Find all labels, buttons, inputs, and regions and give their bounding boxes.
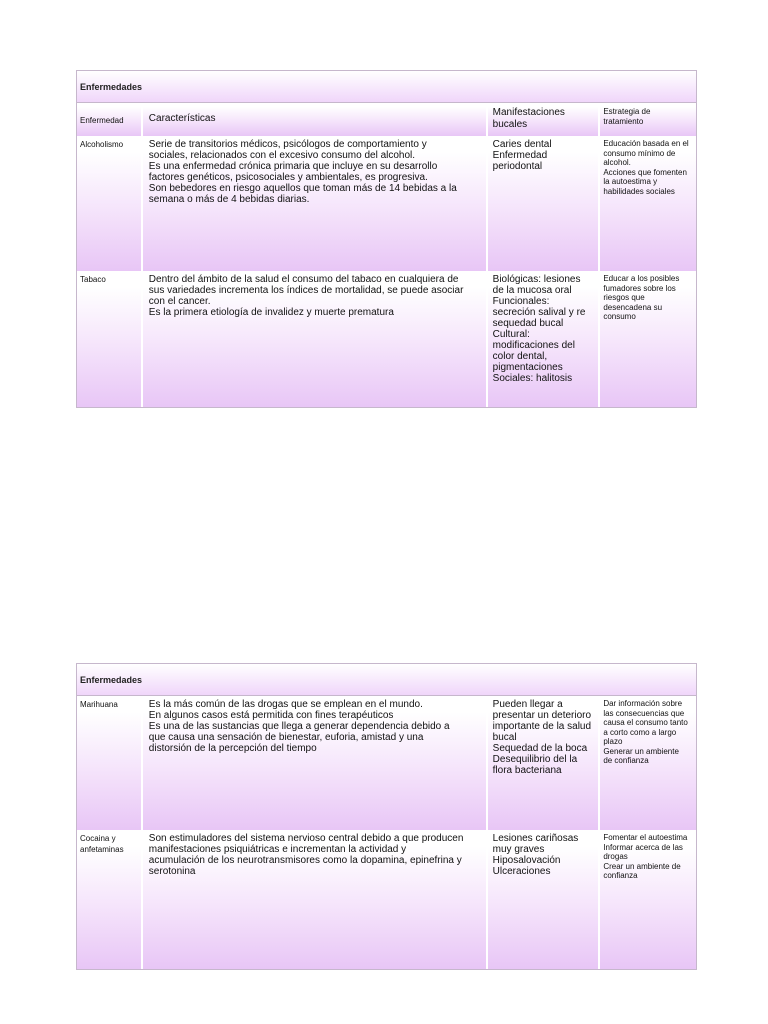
disease-cell: Marihuana [77, 696, 141, 830]
table-row-marihuana [77, 696, 696, 830]
treatment-strategy-cell: Educación basada en el consumo mínimo de alcohol. Acciones que fomenten la autoestima y habilidades sociales [598, 136, 696, 271]
characteristics-cell: Son estimuladores del sistema nervioso central debido a que producen manifestaciones psiquiátricas e incrementan la actividad y acumulación de los neurotransmisores como la dopamina, epinefrina y serotonina [141, 830, 486, 969]
characteristics-cell: Es la más común de las drogas que se emplean en el mundo. En algunos casos está permitida con fines terapéuticos Es una de las sustancias que llega a generar dependencia debido a que causa una sensación de bienestar, euforia, amistad y una distorsión de la percepción del tiempo [141, 696, 486, 830]
characteristics-cell: Serie de transitorios médicos, psicólogos de comportamiento y sociales, relacionados con el excesivo consumo del alcohol. Es una enfermedad crónica primaria que incluye en su desarrollo factores genéticos, psicosociales y ambientales, es progresiva. Son bebedores en riesgo aquellos que toman más de 14 bebidas a la semana o más de 4 bebidas diarias. [141, 136, 486, 271]
disease-cell: Alcoholismo [77, 136, 141, 271]
treatment-strategy-cell: Educar a los posibles fumadores sobre los riesgos que desencadena su consumo [598, 271, 696, 407]
characteristics-cell: Dentro del ámbito de la salud el consumo del tabaco en cualquiera de sus variedades incrementa los índices de mortalidad, se puede asociar con el cancer. Es la primera etiología de invalidez y muerte prematura [141, 271, 486, 407]
header-manifestaciones: Manifestaciones bucales [486, 103, 599, 136]
disease-table-1 [76, 70, 697, 408]
treatment-strategy-cell: Dar información sobre las consecuencias que causa el consumo tanto a corto como a largo plazo Generar un ambiente de confianza [598, 696, 696, 830]
oral-manifestations-cell: Caries dental Enfermedad periodontal [486, 136, 599, 271]
treatment-strategy-cell: Fomentar el autoestima Informar acerca de las drogas Crear un ambiente de confianza [598, 830, 696, 969]
disease-cell: Tabaco [77, 271, 141, 407]
table-title: Enfermedades [77, 664, 696, 696]
table-row-alcoholismo [77, 136, 696, 271]
table-row-cocaina-anfetaminas [77, 830, 696, 969]
table-header-row [77, 103, 696, 136]
oral-manifestations-cell: Lesiones cariñosas muy graves Hiposalovación Ulceraciones [486, 830, 599, 969]
header-estrategia: Estrategia de tratamiento [598, 103, 696, 136]
table-title: Enfermedades [77, 71, 696, 103]
disease-table-2 [76, 663, 697, 970]
header-caracteristicas: Características [141, 103, 486, 136]
table-row-tabaco [77, 271, 696, 407]
header-enfermedad: Enfermedad [77, 103, 141, 136]
oral-manifestations-cell: Biológicas: lesiones de la mucosa oral Funcionales: secreción salival y re sequedad bucal Cultural: modificaciones del color dental, pigmentaciones Sociales: halitosis [486, 271, 599, 407]
disease-cell: Cocaina y anfetaminas [77, 830, 141, 969]
oral-manifestations-cell: Pueden llegar a presentar un deterioro importante de la salud bucal Sequedad de la boca Desequilibrio del la flora bacteriana [486, 696, 599, 830]
